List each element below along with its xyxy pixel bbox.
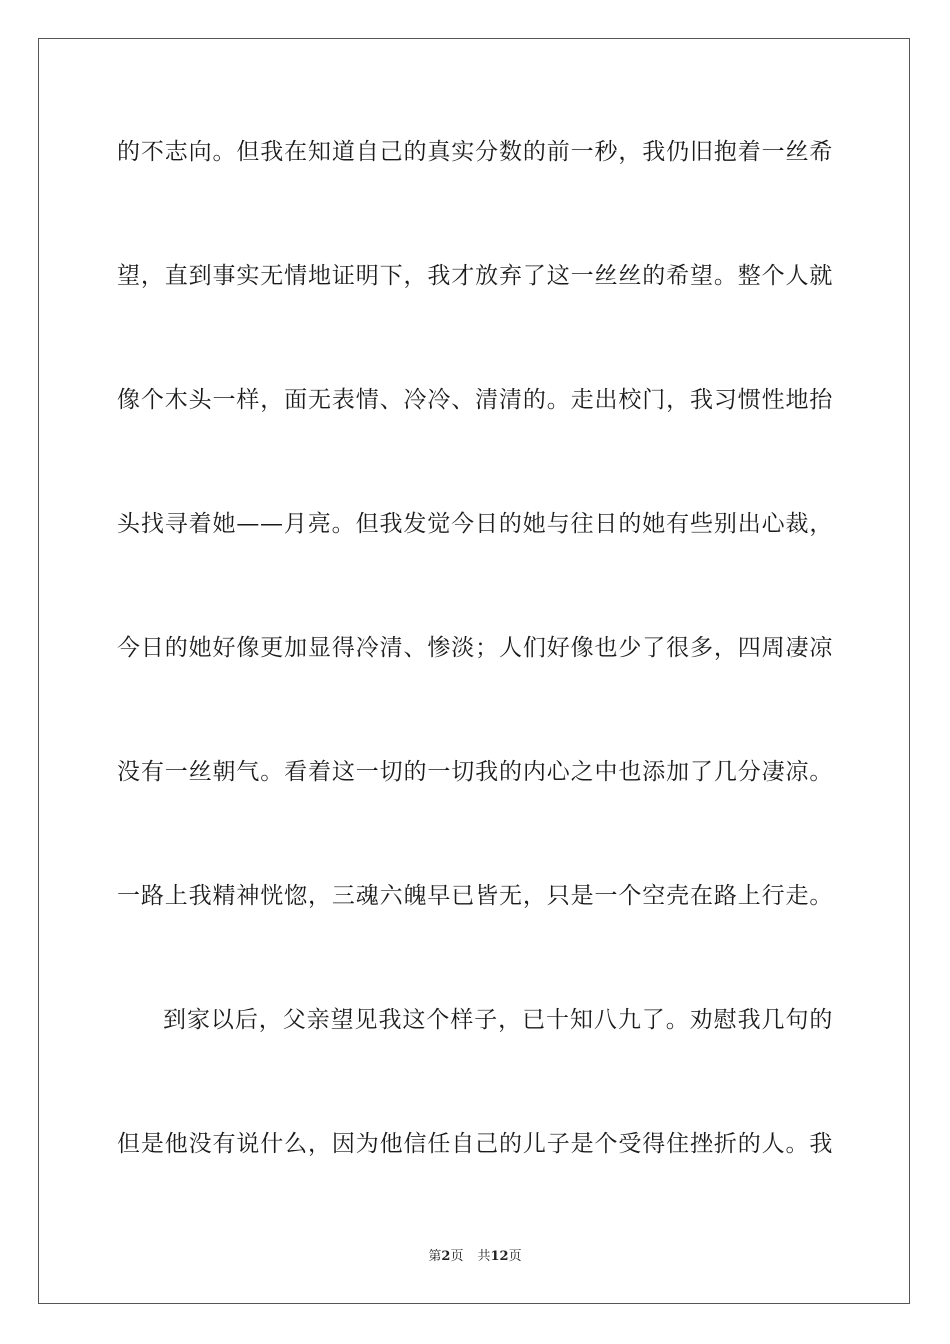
footer-page-number: 2: [441, 1249, 451, 1264]
footer-page-prefix: 第: [428, 1249, 442, 1264]
body-line-5: 今日的她好像更加显得冷清、惨淡；人们好像也少了很多，四周凄凉: [117, 635, 833, 661]
body-line-3: 像个木头一样，面无表情、冷冷、清清的。走出校门，我习惯性地抬: [117, 387, 833, 413]
body-line-6: 没有一丝朝气。看着这一切的一切我的内心之中也添加了几分凄凉。: [117, 759, 833, 785]
footer-total-pages: 12: [490, 1249, 509, 1264]
page-footer: [0, 1248, 950, 1266]
body-line-7: 一路上我精神恍惚，三魂六魄早已皆无，只是一个空壳在路上行走。: [117, 883, 833, 909]
footer-total-prefix: 共: [477, 1249, 491, 1264]
footer-page-suffix: 页: [450, 1249, 464, 1264]
body-line-2: 望，直到事实无情地证明下，我才放弃了这一丝丝的希望。整个人就: [117, 263, 833, 289]
body-line-8-paragraph-start: 到家以后，父亲望见我这个样子，已十知八九了。劝慰我几句的: [163, 1007, 833, 1033]
body-line-1: 的不志向。但我在知道自己的真实分数的前一秒，我仍旧抱着一丝希: [117, 139, 833, 165]
body-line-9: 但是他没有说什么，因为他信任自己的儿子是个受得住挫折的人。我: [117, 1131, 833, 1157]
footer-total-suffix: 页: [508, 1249, 522, 1264]
body-line-4: 头找寻着她——月亮。但我发觉今日的她与往日的她有些别出心裁，: [117, 511, 833, 537]
page-frame: [38, 38, 910, 1304]
